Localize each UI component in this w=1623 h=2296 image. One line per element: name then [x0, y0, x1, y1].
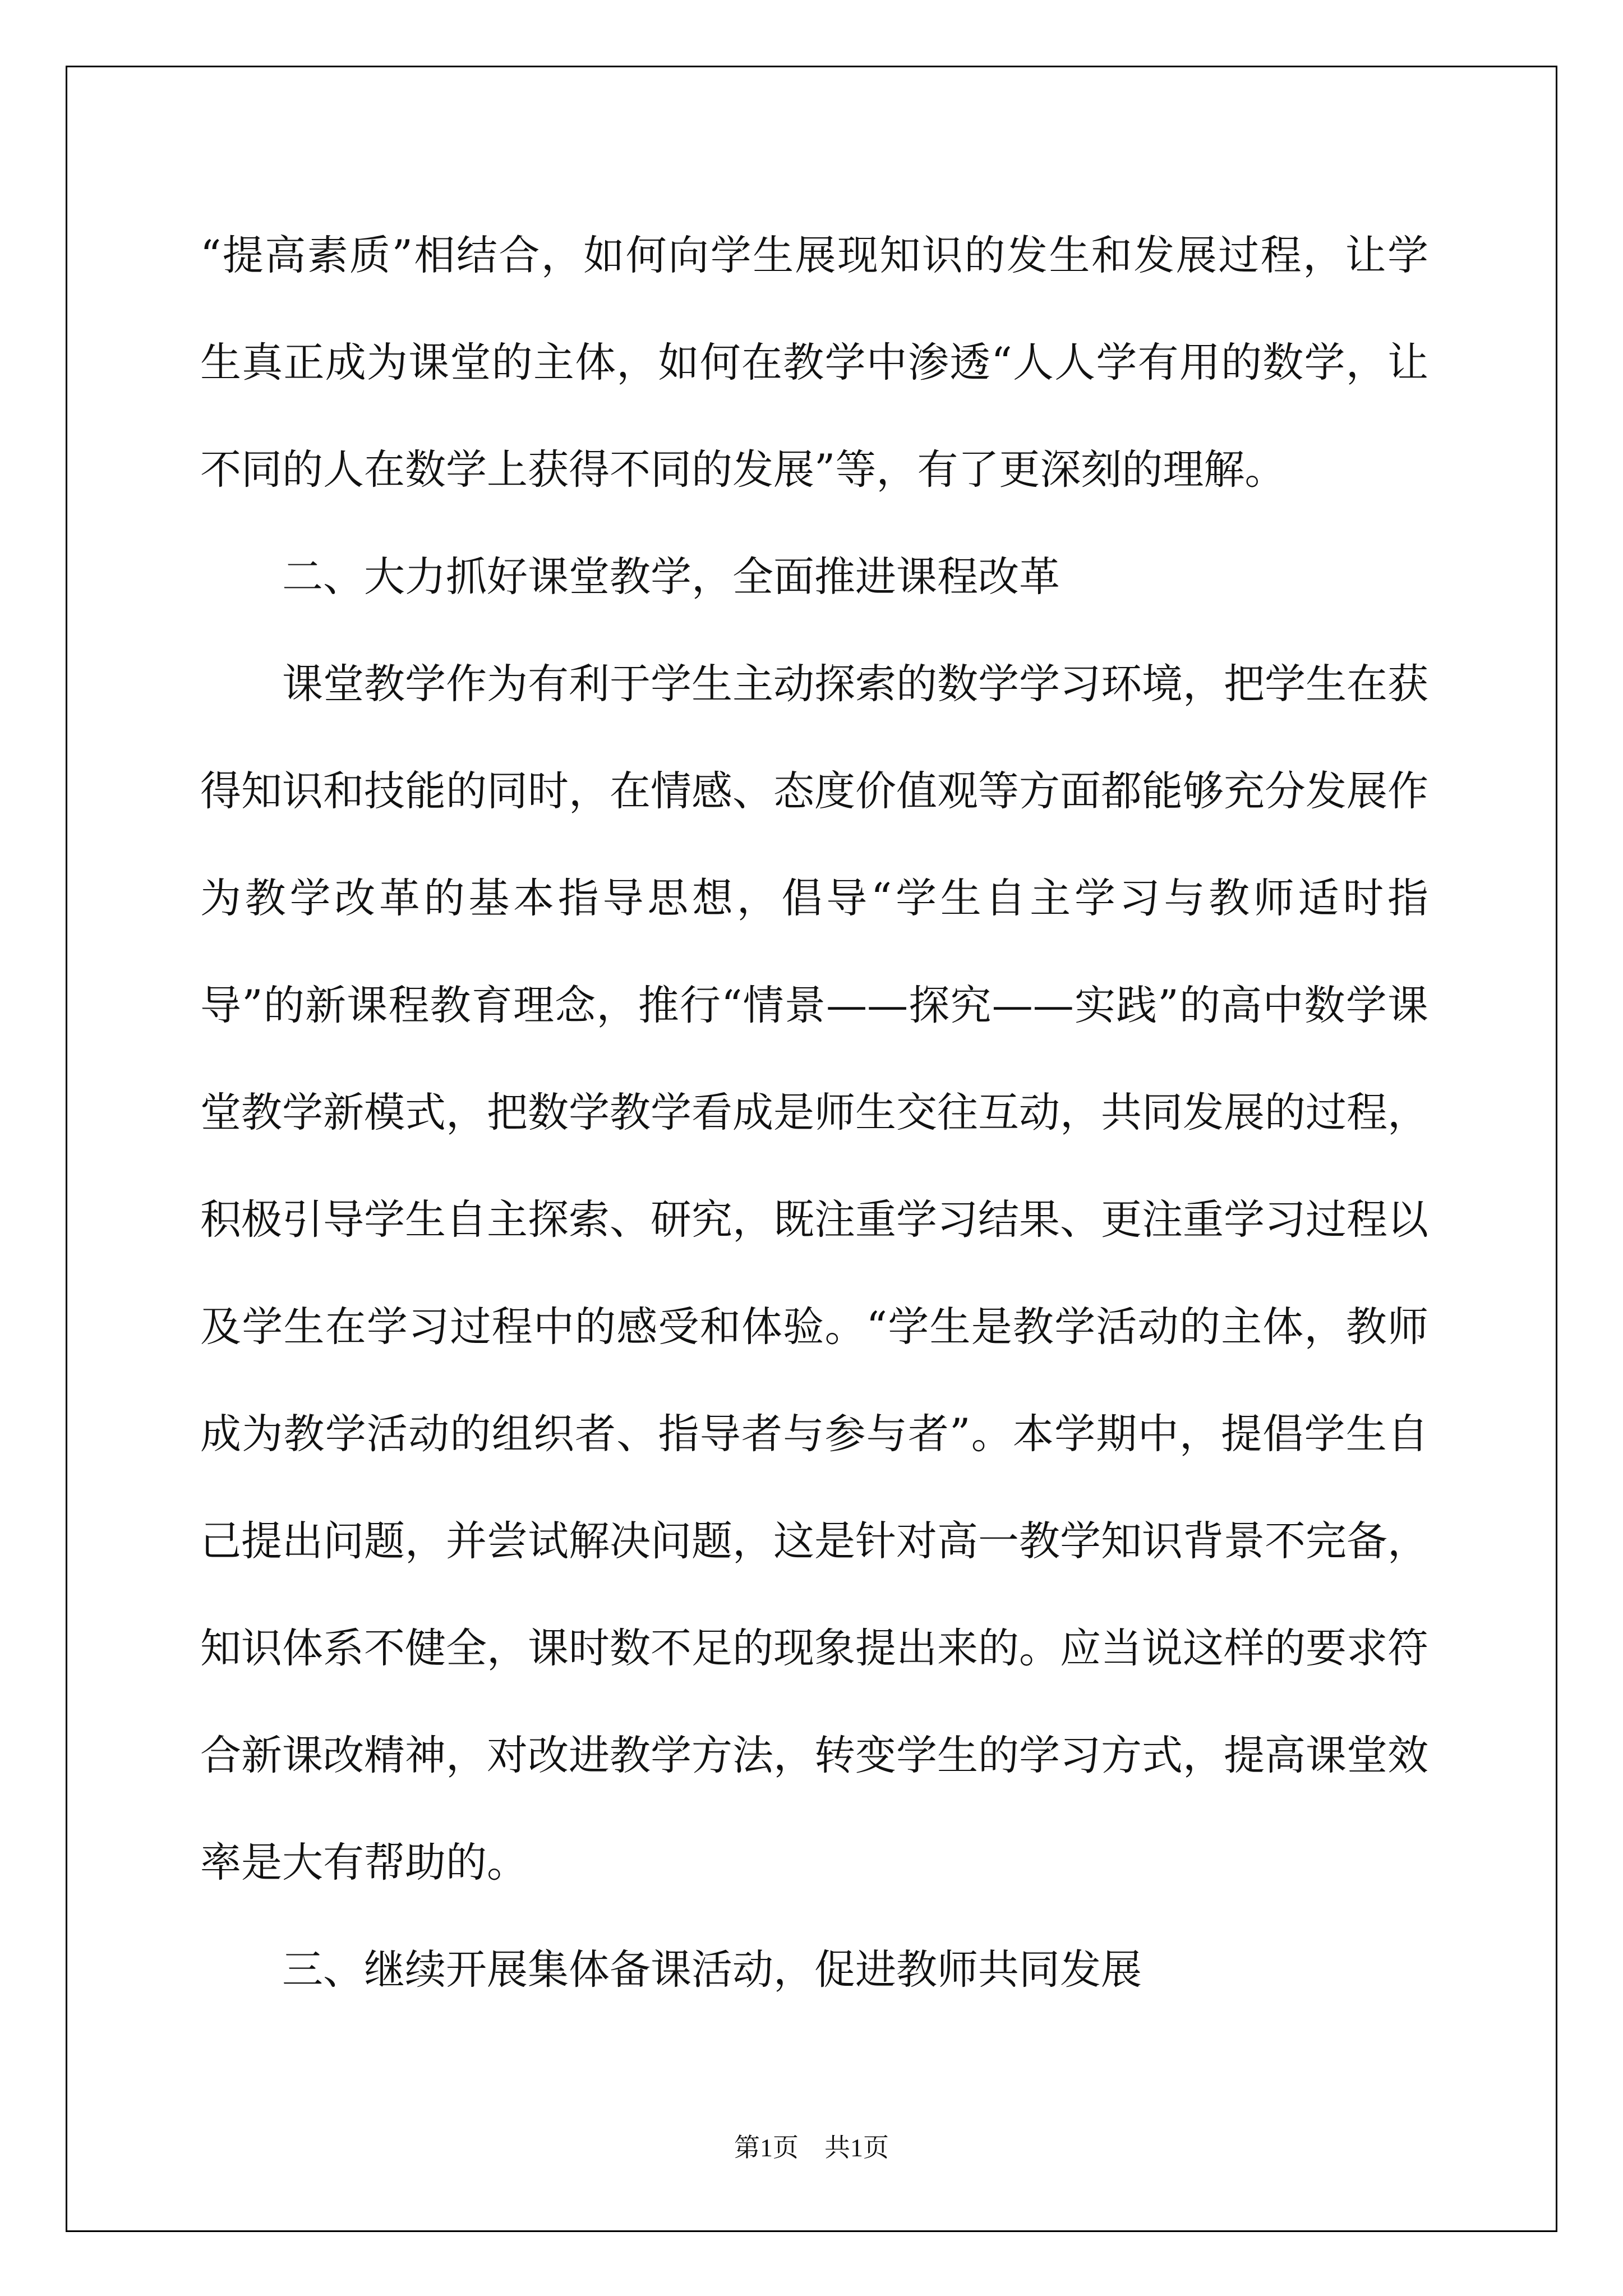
section-heading-three: 三、继续开展集体备课活动，促进教师共同发展 — [282, 1946, 1142, 1994]
page-number-footer: 第1页 共1页 — [734, 2133, 889, 2162]
document-body — [200, 202, 1428, 2023]
paragraph-intro: “提高素质”相结合，如何向学生展现知识的发生和发展过程，让学生真正成为课堂的主体，如何在教学中渗透“人人学有用的数学，让不同的人在数学上获得不同的发展”等，有了更深刻的理解。 — [200, 232, 1428, 494]
paragraph-classroom-teaching: 课堂教学作为有利于学生主动探索的数学学习环境，把学生在获得知识和技能的同时，在情感、态度价值观等方面都能够充分发展作为教学改革的基本指导思想，倡导“学生自主学习与教师适时指导”的新课程教育理念，推行“情景——探究——实践”的高中数学课堂教学新模式，把数学教学看成是师生交往互动，共同发展的过程，积极引导学生自主探索、研究，既注重学习结果、更注重学习过程以及学生在学习过程中的感受和体验。“学生是教学活动的主体，教师成为教学活动的组织者、指导者与参与者”。本学期中，提倡学生自己提出问题，并尝试解决问题，这是针对高一教学知识背景不完备，知识体系不健全，课时数不足的现象提出来的。应当说这样的要求符合新课改精神，对改进教学方法，转变学生的学习方式，提高课堂效率是大有帮助的。 — [200, 660, 1428, 1887]
section-heading-two: 二、大力抓好课堂教学，全面推进课程改革 — [282, 553, 1060, 601]
